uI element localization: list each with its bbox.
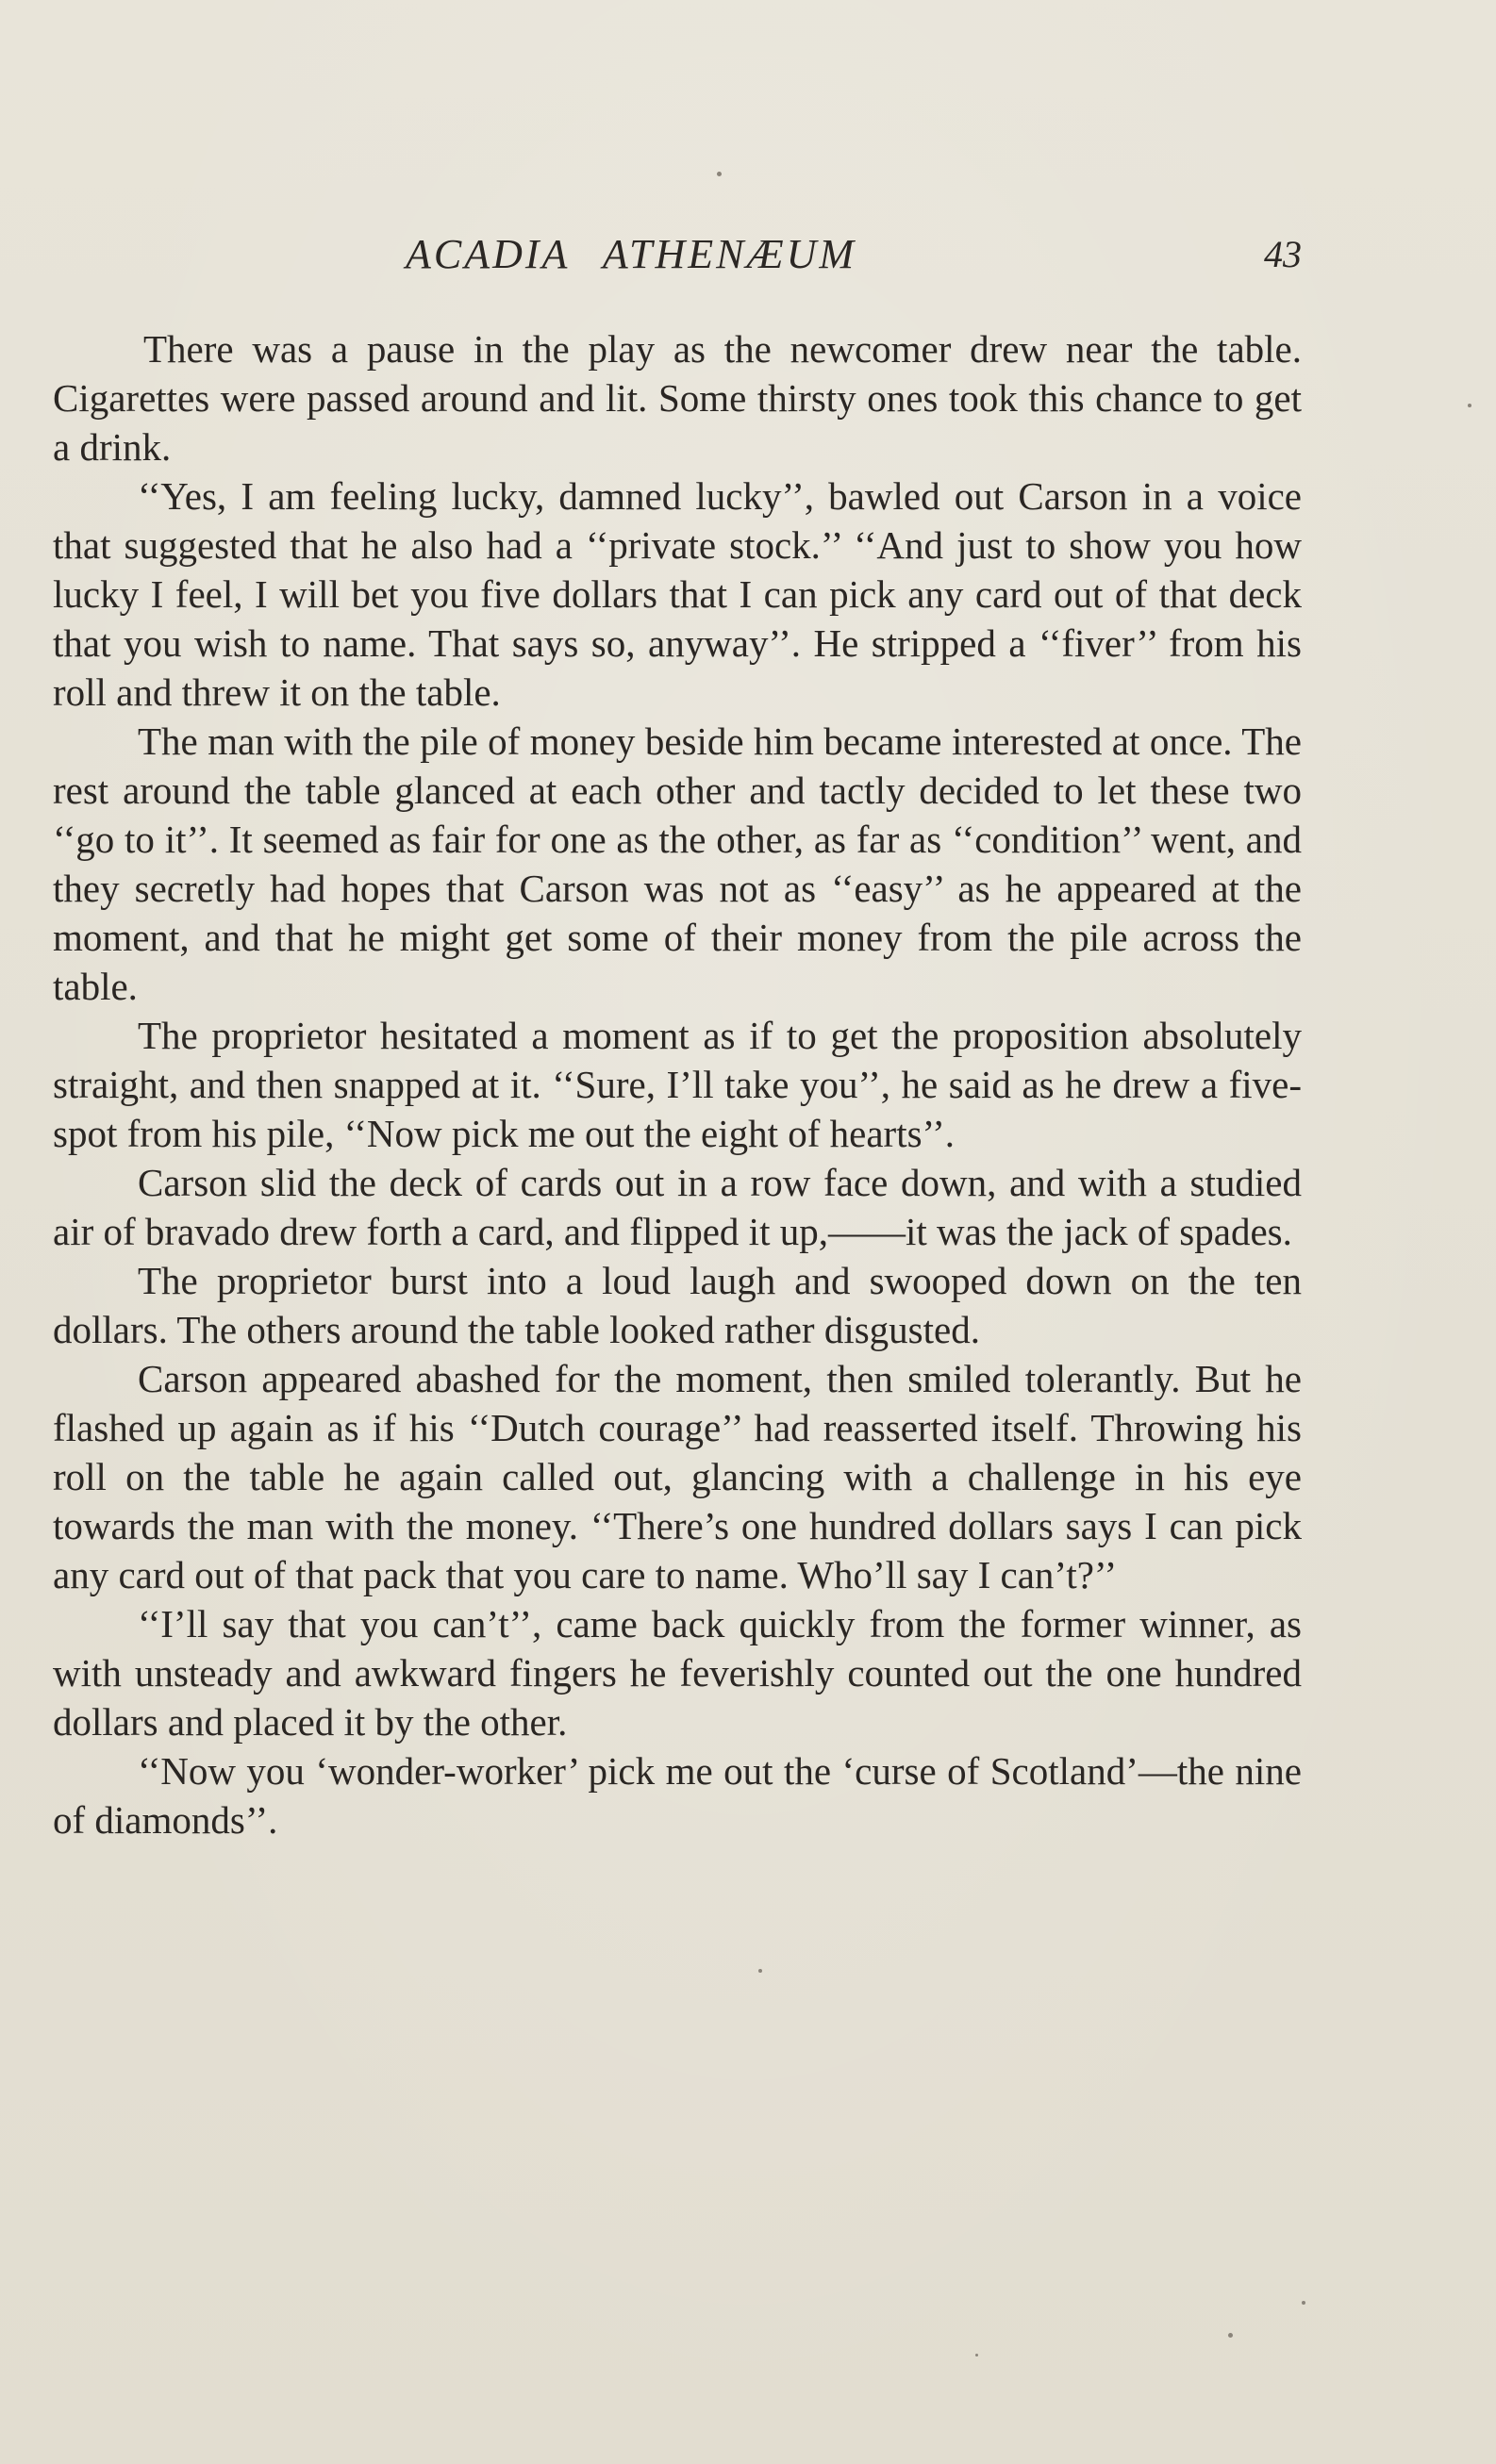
running-head <box>0 230 1496 287</box>
paragraph: The proprietor hesitated a moment as if to get the proposition absolutely straight, and then snapped at it. ‘‘Sure, I’ll take you’’, he said as he drew a five-spot from his pile, ‘‘Now pick me out the eight of hearts’’. <box>53 1014 1302 1155</box>
paragraph: Carson appeared abashed for the moment, then smiled tolerantly. But he flashed up again as if his ‘‘Dutch courage’’ had reasserted itself. Throwing his roll on the table he again called out, glancing with a challenge in his eye towards the man with the money. ‘‘There’s one hundred dollars says I can pick any card out of that pack that you care to name. Who’ll say I can’t?’’ <box>53 1357 1302 1596</box>
paper-speck <box>758 1969 762 1973</box>
running-title: ACADIA ATHENÆUM <box>406 231 857 277</box>
body-text <box>53 324 1302 1844</box>
paragraph: ‘‘Now you ‘wonder-worker’ pick me out the ‘curse of Scotland’—the nine of diamonds’’. <box>53 1749 1302 1842</box>
page-number: 43 <box>1264 233 1302 275</box>
paragraph: The proprietor burst into a loud laugh and swooped down on the ten dollars. The others around the table looked rather disgusted. <box>53 1259 1302 1351</box>
paper-speck <box>1302 2301 1305 2305</box>
paper-speck <box>717 172 722 176</box>
paragraph: ‘‘I’ll say that you can’t’’, came back quickly from the former winner, as with unsteady and awkward fingers he feverishly counted out the one hundred dollars and placed it by the other. <box>53 1602 1302 1744</box>
paragraph: Carson slid the deck of cards out in a row face down, and with a studied air of bravado drew forth a card, and flipped it up,——it was the jack of spades. <box>53 1161 1302 1253</box>
paper-speck <box>1468 404 1471 407</box>
paper-speck <box>975 2354 978 2357</box>
paragraph: There was a pause in the play as the newcomer drew near the table. Cigarettes were passed around and lit. Some thirsty ones took this chance to get a drink. <box>53 327 1302 469</box>
paragraph: The man with the pile of money beside him became interested at once. The rest around the table glanced at each other and tactly decided to let these two ‘‘go to it’’. It seemed as fair for one as the other, as far as ‘‘condition’’ went, and they secretly had hopes that Carson was not as ‘‘easy’’ as he appeared at the moment, and that he might get some of their money from the pile across the table. <box>53 719 1302 1008</box>
paragraph: ‘‘Yes, I am feeling lucky, damned lucky’’, bawled out Carson in a voice that suggested that he also had a ‘‘private stock.’’ ‘‘And just to show you how lucky I feel, I will bet you five dollars that I can pick any card out of that deck that you wish to name. That says so, anyway’’. He stripped a ‘‘fiver’’ from his roll and threw it on the table. <box>53 474 1302 714</box>
paper-speck <box>1228 2333 1233 2338</box>
